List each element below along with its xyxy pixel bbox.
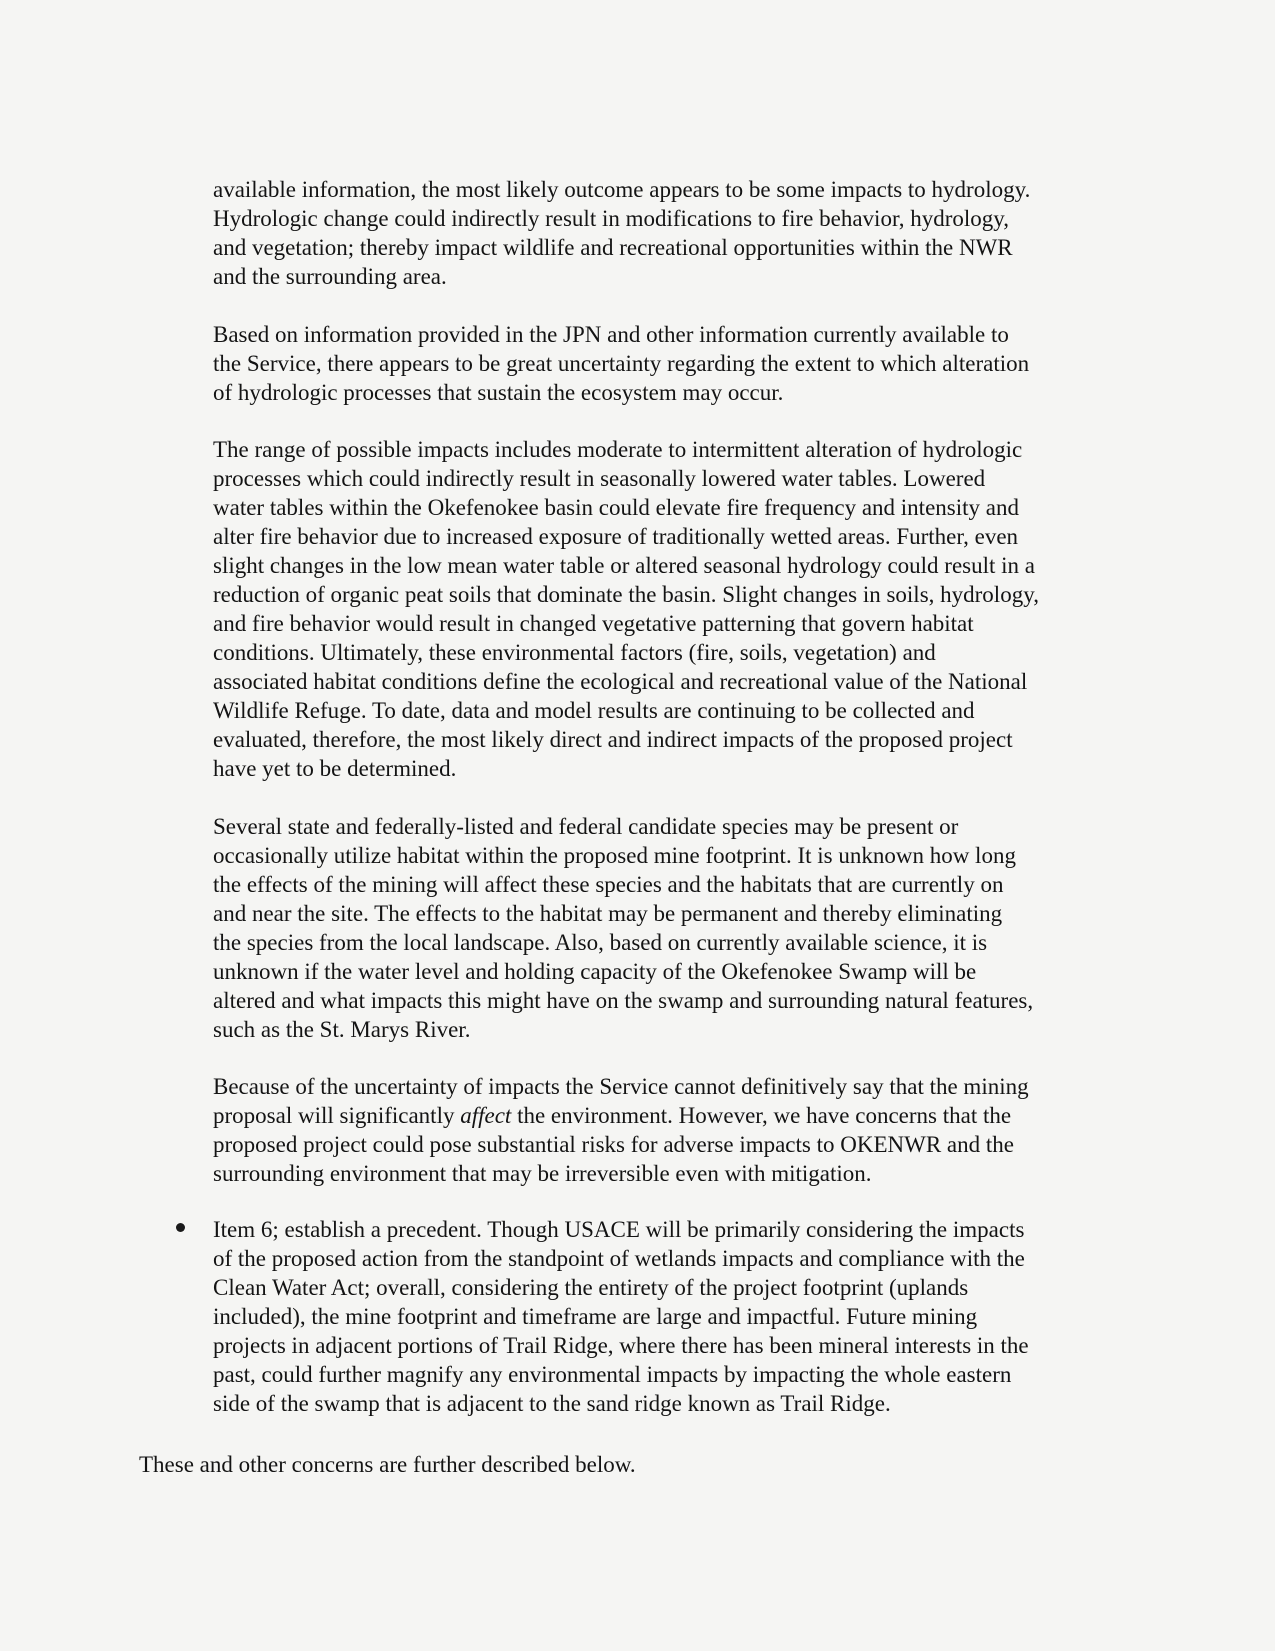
text-line: Based on information provided in the JPN and other information currently available to: [213, 322, 1009, 347]
text-line: and fire behavior would result in changed vegetative patterning that govern habitat: [213, 611, 974, 636]
text-line: of the proposed action from the standpoint of wetlands impacts and compliance with the: [213, 1246, 1025, 1271]
text-line: water tables within the Okefenokee basin could elevate fire frequency and intensity and: [213, 495, 1019, 520]
text-line: Clean Water Act; overall, considering the entirety of the project footprint (uplands: [213, 1275, 969, 1300]
text-line: projects in adjacent portions of Trail Ridge, where there has been mineral interests in the: [213, 1333, 1029, 1358]
bullet-icon: [176, 1223, 185, 1232]
text-line: side of the swamp that is adjacent to the sand ridge known as Trail Ridge.: [213, 1391, 891, 1416]
text-line: Wildlife Refuge. To date, data and model results are continuing to be collected and: [213, 698, 975, 723]
text-line: the effects of the mining will affect these species and the habitats that are currently on: [213, 872, 1004, 897]
text-line: The range of possible impacts includes moderate to intermittent alteration of hydrologic: [213, 437, 1023, 462]
text-line: altered and what impacts this might have on the swamp and surrounding natural features,: [213, 988, 1034, 1013]
text-line: [213, 1101, 1113, 1130]
bullet-item-precedent: [213, 1215, 1113, 1418]
text-line: associated habitat conditions define the ecological and recreational value of the National: [213, 669, 1028, 694]
text-line: slight changes in the low mean water table or altered seasonal hydrology could result in a: [213, 553, 1036, 578]
text-line: occasionally utilize habitat within the proposed mine footprint. It is unknown how long: [213, 843, 1016, 868]
text-line: Hydrologic change could indirectly result in modifications to fire behavior, hydrology,: [213, 206, 1009, 231]
text-line: and near the site. The effects to the habitat may be permanent and thereby eliminating: [213, 901, 1003, 926]
text-line: and vegetation; thereby impact wildlife and recreational opportunities within the NWR: [213, 235, 1013, 260]
paragraph-service-concerns: [213, 1072, 1113, 1188]
paragraph-hydrology-outcome: [213, 175, 1113, 291]
text-line: have yet to be determined.: [213, 756, 457, 781]
text-line: the Service, there appears to be great uncertainty regarding the extent to which alteration: [213, 351, 1030, 376]
text-line: evaluated, therefore, the most likely direct and indirect impacts of the proposed project: [213, 727, 1013, 752]
paragraph-range-of-impacts: [213, 435, 1113, 783]
text-run: the environment. However, we have concerns that the: [511, 1103, 1012, 1128]
paragraph-uncertainty: [213, 320, 1113, 407]
text-line: such as the St. Marys River.: [213, 1017, 471, 1042]
text-line: surrounding environment that may be irreversible even with mitigation.: [213, 1161, 872, 1186]
text-run: proposal will significantly: [213, 1103, 461, 1128]
text-line: Item 6; establish a precedent. Though USACE will be primarily considering the impacts: [213, 1217, 1025, 1242]
emphasis-affect: affect: [460, 1103, 512, 1128]
text-line: Several state and federally-listed and federal candidate species may be present or: [213, 814, 959, 839]
text-line: and the surrounding area.: [213, 264, 447, 289]
closing-sentence: These and other concerns are further described below.: [139, 1452, 636, 1477]
paragraph-listed-species: [213, 812, 1113, 1044]
text-line: processes which could indirectly result in seasonally lowered water tables. Lowered: [213, 466, 986, 491]
text-line: included), the mine footprint and timeframe are large and impactful. Future mining: [213, 1304, 978, 1329]
text-line: of hydrologic processes that sustain the ecosystem may occur.: [213, 380, 784, 405]
text-line: unknown if the water level and holding capacity of the Okefenokee Swamp will be: [213, 959, 977, 984]
text-line: available information, the most likely outcome appears to be some impacts to hydrology.: [213, 177, 1031, 202]
text-line: past, could further magnify any environmental impacts by impacting the whole eastern: [213, 1362, 1012, 1387]
text-line: conditions. Ultimately, these environmental factors (fire, soils, vegetation) and: [213, 640, 936, 665]
text-line: the species from the local landscape. Also, based on currently available science, it is: [213, 930, 988, 955]
text-line: Because of the uncertainty of impacts the Service cannot definitively say that the mining: [213, 1074, 1029, 1099]
text-line: reduction of organic peat soils that dominate the basin. Slight changes in soils, hydrology,: [213, 582, 1039, 607]
text-line: alter fire behavior due to increased exposure of traditionally wetted areas. Further, even: [213, 524, 1019, 549]
text-line: proposed project could pose substantial risks for adverse impacts to OKENWR and the: [213, 1132, 1014, 1157]
